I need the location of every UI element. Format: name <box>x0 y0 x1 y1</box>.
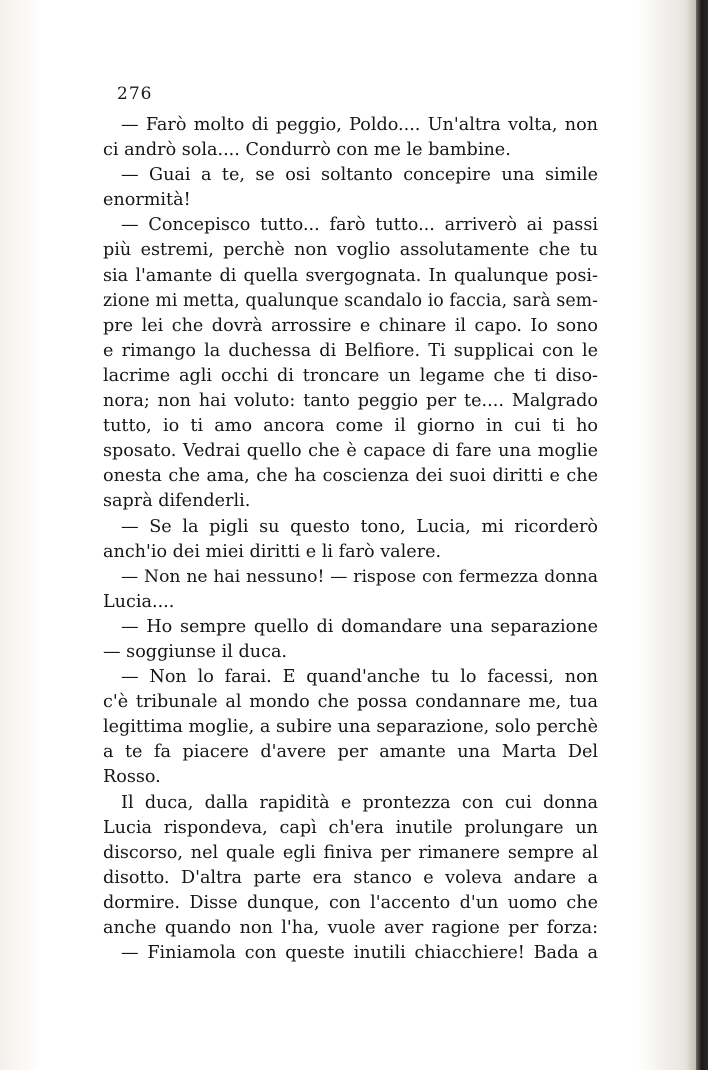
text-line: legittima moglie, a subire una separazione, solo perchè <box>103 717 598 738</box>
text-line: Il duca, dalla rapidità e prontezza con cui donna <box>121 792 598 813</box>
page-gutter-shadow <box>686 0 696 1070</box>
text-line: disotto. D'altra parte era stanco e voleva andare a <box>103 867 598 888</box>
text-line: — soggiunse il duca. <box>103 641 288 662</box>
text-line: anch'io dei miei diritti e li farò valere. <box>103 541 442 562</box>
text-line: tutto, io ti amo ancora come il giorno in cui ti ho <box>103 416 598 437</box>
text-line: Lucia.... <box>103 591 175 612</box>
text-line: lacrime agli occhi di troncare un legame che ti diso- <box>103 365 598 386</box>
text-line: — Finiamola con queste inutili chiacchiere! Bada a <box>121 943 598 964</box>
text-line: Rosso. <box>103 767 161 788</box>
page-number: 276 <box>117 84 153 104</box>
text-line: — Non lo farai. E quand'anche tu lo facessi, non <box>121 667 598 688</box>
text-line: — Farò molto di peggio, Poldo.... Un'altra volta, non <box>121 115 598 135</box>
text-line: enormità! <box>103 190 191 211</box>
text-line: c'è tribunale al mondo che possa condannare me, tua <box>103 692 598 713</box>
text-line: Lucia rispondeva, capì ch'era inutile prolungare un <box>103 817 598 838</box>
text-line: sia l'amante di quella svergognata. In qualunque posi- <box>103 265 598 286</box>
book-edge <box>696 0 708 1070</box>
text-line: sposato. Vedrai quello che è capace di fare una moglie <box>103 441 598 462</box>
text-line: ci andrò sola.... Condurrò con me le bambine. <box>103 140 511 161</box>
text-line: — Guai a te, se osi soltanto concepire una simile <box>121 165 598 186</box>
text-line: pre lei che dovrà arrossire e chinare il capo. Io sono <box>103 315 598 336</box>
text-line: — Se la pigli su questo tono, Lucia, mi ricorderò <box>121 516 598 537</box>
text-line: discorso, nel quale egli finiva per rimanere sempre al <box>103 842 598 863</box>
text-line: — Non ne hai nessuno! — rispose con fermezza donna <box>121 566 598 587</box>
text-line: e rimango la duchessa di Belfiore. Ti supplicai con le <box>103 340 598 361</box>
text-line: — Ho sempre quello di domandare una separazione <box>121 616 598 637</box>
text-line: saprà difenderli. <box>103 491 251 512</box>
text-line: più estremi, perchè non voglio assolutamente che tu <box>103 240 598 261</box>
text-line: — Concepisco tutto... farò tutto... arriverò ai passi <box>121 215 598 236</box>
body-text <box>103 113 598 966</box>
text-line: onesta che ama, che ha coscienza dei suoi diritti e che <box>103 466 598 487</box>
text-line: dormire. Disse dunque, con l'accento d'un uomo che <box>103 892 598 913</box>
text-line: zione mi metta, qualunque scandalo io faccia, sarà sem- <box>103 290 598 311</box>
text-line: nora; non hai voluto: tanto peggio per te.... Malgrado <box>103 391 598 412</box>
text-line: anche quando non l'ha, vuole aver ragione per forza: <box>103 918 598 938</box>
text-line: a te fa piacere d'avere per amante una Marta Del <box>103 742 598 763</box>
